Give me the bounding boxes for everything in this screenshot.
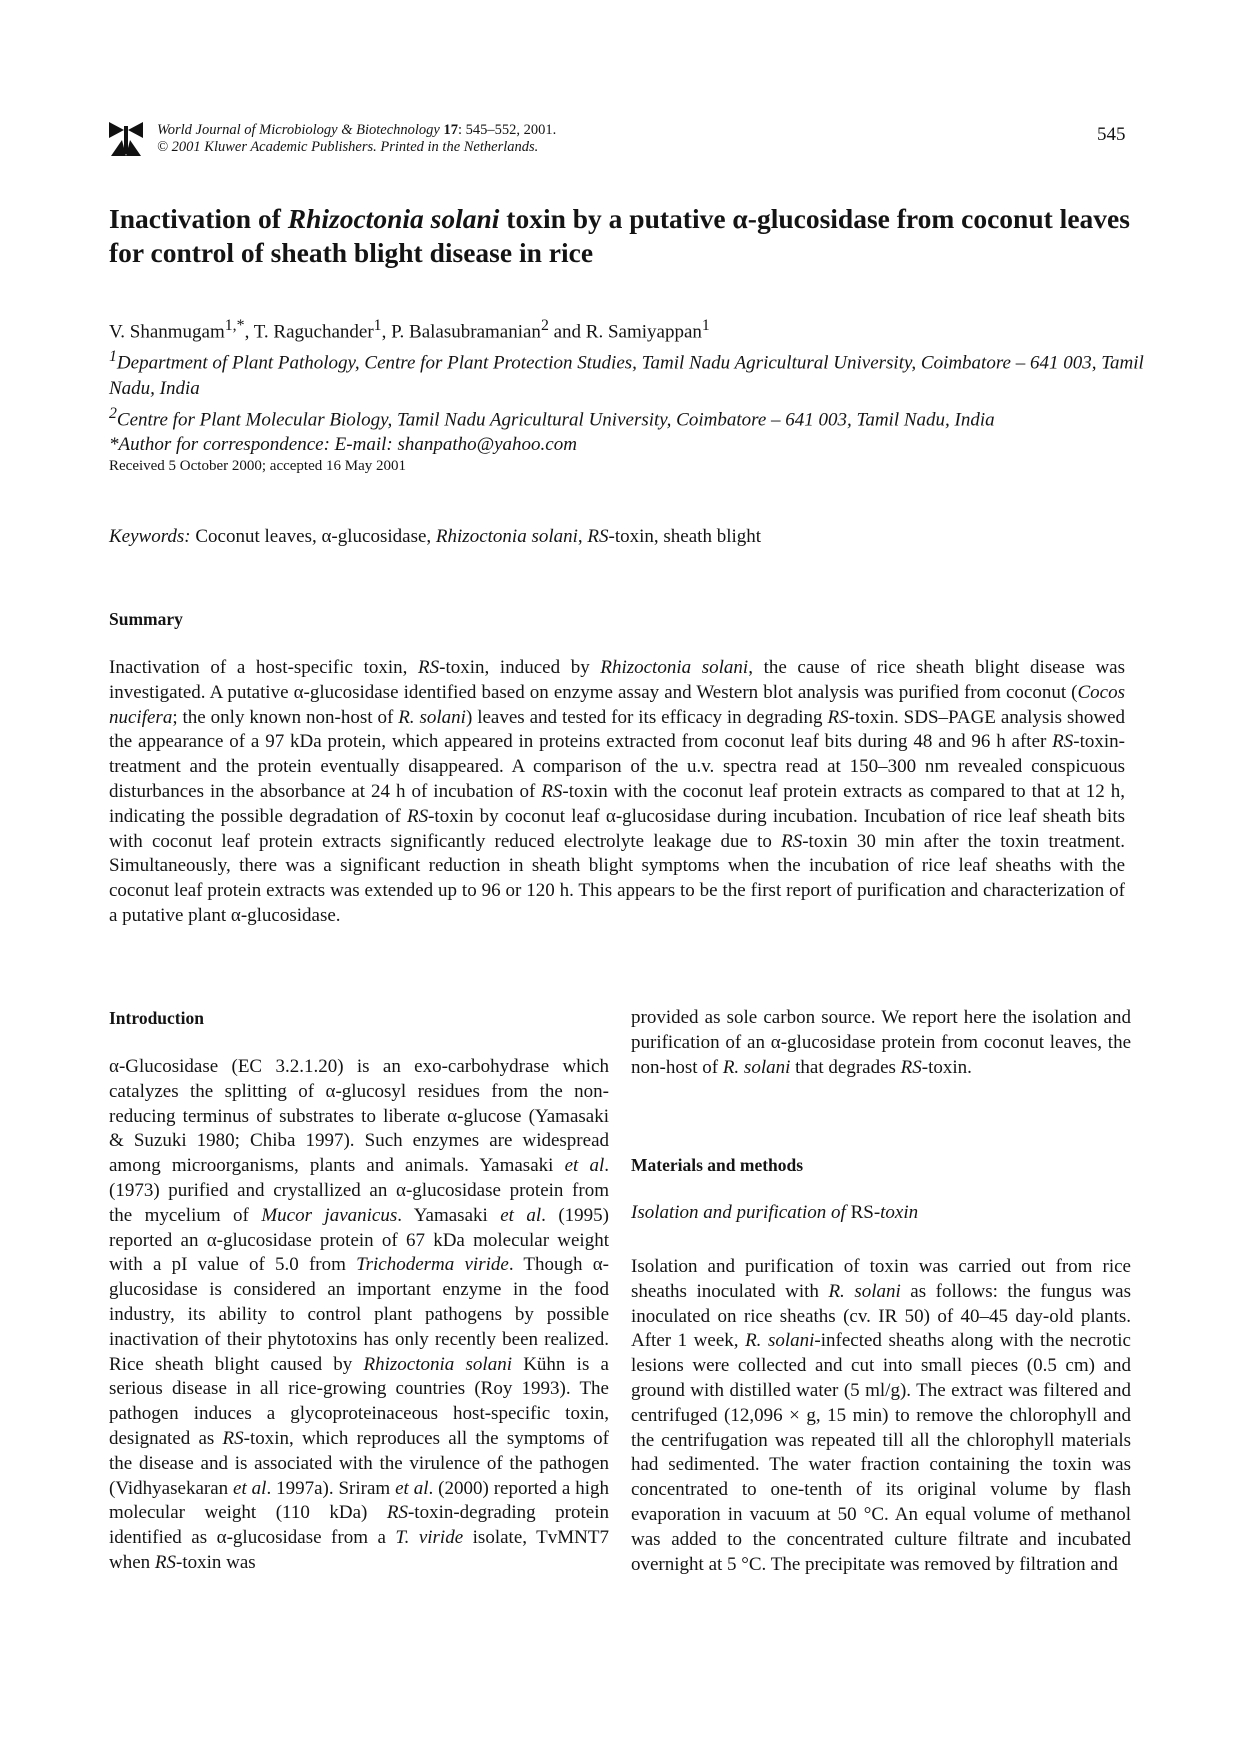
journal-volume: 17 (443, 122, 458, 138)
title-text: Inactivation of (109, 203, 288, 234)
author-name: and R. Samiyappan (548, 321, 702, 343)
author-list (109, 313, 1149, 344)
affiliation-text: Centre for Plant Molecular Biology, Tamil Nadu Agricultural University, Coimbatore – 641 003, Tamil Nadu, India (116, 408, 995, 430)
methods-text: Isolation and purification of toxin was carried out from rice sheaths inoculated with R. solani as follows: the fungus was inoculated on rice sheaths (cv. IR 50) of 40–45 day-old plants. After 1 week, R. solani-infected sheaths along with the necrotic lesions were collected and cut into small pieces (0.5 cm) and ground with distilled water (5 ml/g). The extract was filtered and centrifuged (12,096 × g, 15 min) to remove the chlorophyll and the centrifugation was repeated till all the chlorophyll materials had sedimented. The water fraction containing the toxin was concentrated to one-tenth of its original volume by flash evaporation in vacuum at 50 °C. An equal volume of methanol was added to the concentrated culture filtrate and incubated overnight at 5 °C. The precipitate was removed by filtration and (631, 1256, 1131, 1575)
correspondence-email: *Author for correspondence: E-mail: shanpatho@yahoo.com (109, 433, 577, 455)
keywords-line (109, 526, 761, 548)
journal-citation (157, 122, 556, 156)
affiliation-2 (109, 401, 1149, 432)
title-species: Rhizoctonia solani (287, 203, 500, 234)
author-name: , P. Balasubramanian (381, 321, 541, 343)
keyword: -toxin, sheath blight (608, 526, 762, 547)
author-sup: 1,* (224, 317, 245, 334)
copyright-line: © 2001 Kluwer Academic Publishers. Printed in the Netherlands. (157, 139, 539, 155)
keyword: Coconut leaves, α-glucosidase, (195, 526, 436, 547)
title-text-2: toxin by a putative α-glucosidase from coconut leaves for control of sheath blight disease in rice (109, 203, 1130, 268)
kluwer-logo-icon (109, 120, 143, 156)
summary-heading: Summary (109, 609, 183, 629)
author-sup: 1 (373, 317, 382, 334)
article-title (109, 202, 1139, 270)
author-sup: 2 (540, 317, 549, 334)
introduction-text: α-Glucosidase (EC 3.2.1.20) is an exo-carbohydrase which catalyzes the splitting of α-glucosyl residues from the non-reducing terminus of substrates to liberate α-glucose (Yamasaki & Suzuki 1980; Chiba 1997). Such enzymes are widespread among microorganisms, plants and animals. Yamasaki et al. (1973) purified and crystallized an α-glucosidase protein from the mycelium of Mucor javanicus. Yamasaki et al. (1995) reported an α-glucosidase protein of 67 kDa molecular weight with a pI value of 5.0 from Trichoderma viride. Though α-glucosidase is considered an important enzyme in the food industry, its ability to control plant pathogens by possible inactivation of their phytotoxins has only recently been realized. Rice sheath blight caused by Rhizoctonia solani Kühn is a serious disease in all rice-growing countries (Roy 1993). The pathogen induces a glycoproteinaceous host-specific toxin, designated as RS-toxin, which reproduces all the symptoms of the disease and is associated with the virulence of the pathogen (Vidhyasekaran et al. 1997a). Sriram et al. (2000) reported a high molecular weight (110 kDa) RS-toxin-degrading protein identified as α-glucosidase from a T. viride isolate, TvMNT7 when RS-toxin was (109, 1056, 610, 1573)
page-number: 545 (1097, 124, 1126, 145)
affiliation-1 (109, 344, 1149, 400)
author-block (109, 313, 1149, 457)
journal-pages: : 545–552, 2001. (457, 122, 557, 138)
keywords-label: Keywords: (109, 526, 191, 547)
keyword-italic: RS (587, 526, 609, 547)
author-name: , T. Raguchander (244, 321, 374, 343)
affiliation-sup: 1 (109, 348, 117, 366)
keyword-italic: Rhizoctonia solani (435, 526, 578, 547)
journal-name: World Journal of Microbiology & Biotechnology (157, 122, 440, 138)
author-name: V. Shanmugam (109, 321, 225, 343)
summary-text: Inactivation of a host-specific toxin, RS-toxin, induced by Rhizoctonia solani, the cause of rice sheath blight disease was investigated. A putative α-glucosidase identified based on enzyme assay and Western blot analysis was purified from coconut (Cocos nucifera; the only known non-host of R. solani) leaves and tested for its efficacy in degrading RS-toxin. SDS–PAGE analysis showed the appearance of a 97 kDa protein, which appeared in proteins extracted from coconut leaf bits during 48 and 96 h after RS-toxin-treatment and the protein eventually disappeared. A comparison of the u.v. spectra read at 150–300 nm revealed conspicuous disturbances in the absorbance at 24 h of incubation of RS-toxin with the coconut leaf protein extracts as compared to that at 12 h, indicating the possible degradation of RS-toxin by coconut leaf α-glucosidase during incubation. Incubation of rice leaf sheath bits with coconut leaf protein extracts significantly reduced electrolyte leakage due to RS-toxin 30 min after the toxin treatment. Simultaneously, there was a significant reduction in sheath blight symptoms when the incubation of rice leaf sheaths with the coconut leaf protein extracts was extended up to 96 or 120 h. This appears to be the first report of purification and characterization of a putative plant α-glucosidase. (109, 657, 1126, 926)
introduction-continued-text: provided as sole carbon source. We report here the isolation and purification of an α-glucosidase protein from coconut leaves, the non-host of R. solani that degrades RS-toxin. (631, 1007, 1131, 1078)
methods-subheading: Isolation and purification of RS-toxin (631, 1202, 919, 1223)
author-sup: 1 (701, 317, 710, 334)
keyword: , (577, 526, 588, 547)
methods-heading: Materials and methods (631, 1155, 804, 1175)
affiliation-text: Department of Plant Pathology, Centre for Plant Protection Studies, Tamil Nadu Agricultural University, Coimbatore – 641 003, Tamil Nadu, India (109, 352, 1144, 399)
introduction-heading: Introduction (109, 1008, 204, 1028)
received-dates: Received 5 October 2000; accepted 16 May 2001 (109, 458, 406, 474)
affiliation-sup: 2 (109, 404, 117, 422)
